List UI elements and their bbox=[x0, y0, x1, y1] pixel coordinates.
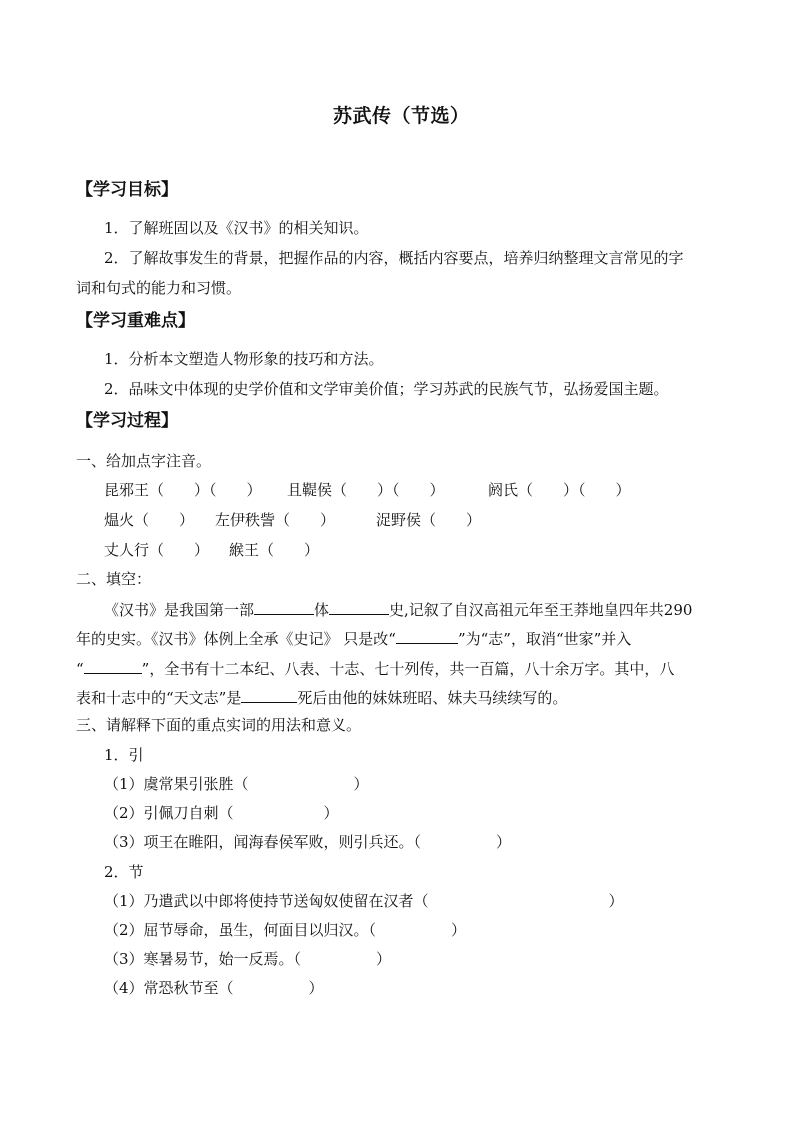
fill-text: 表和十志中的“天文志”是 bbox=[76, 689, 242, 707]
pinyin-item: 煴火（ ） bbox=[104, 511, 195, 529]
part3-heading: 三、请解释下面的重点实词的用法和意义。 bbox=[76, 716, 362, 734]
fill-text: ”，全书有十二本纪、八表、十志、七十列传，共一百篇，八十余万字。其中，八 bbox=[141, 660, 675, 678]
key-point-item-2: 2．品味文中体现的史学价值和文学审美价值；学习苏武的民族气节，弘扬爱国主题。 bbox=[104, 380, 669, 398]
goal-item-2-line-2: 词和句式的能力和习惯。 bbox=[76, 279, 242, 297]
fill-blank[interactable] bbox=[329, 600, 389, 615]
part2-heading: 二、填空： bbox=[76, 570, 152, 588]
section-heading-goals: 【学习目标】 bbox=[76, 180, 178, 200]
word-usage-item: （3）寒暑易节，始一反焉。（ ） bbox=[104, 950, 392, 968]
fill-text: 年的史实。《汉书》体例上全承《史记》 只是改“ bbox=[76, 630, 396, 648]
pinyin-item: 且鞮侯（ ）（ ） bbox=[287, 481, 445, 499]
page-title: 苏武传（节选） bbox=[333, 105, 470, 127]
pinyin-item: 阏氏（ ）（ ） bbox=[488, 481, 631, 499]
fill-line-2 bbox=[76, 629, 631, 649]
pinyin-item: 左伊秩訾（ ） bbox=[215, 511, 336, 529]
section-heading-process: 【学习过程】 bbox=[76, 411, 178, 431]
word-usage-item: （2）屈节辱命，虽生，何面目以归汉。（ ） bbox=[104, 921, 467, 939]
word-usage-item: （1）乃遣武以中郎将使持节送匈奴使留在汉者（ ） bbox=[104, 892, 624, 910]
fill-text: 史,记叙了自汉高祖元年至王莽地皇四年共290 bbox=[389, 601, 693, 619]
word-usage-item: （3）项王在睢阳，闻海春侯军败，则引兵还。（ ） bbox=[104, 833, 512, 851]
key-point-item-1: 1．分析本文塑造人物形象的技巧和方法。 bbox=[104, 350, 384, 368]
fill-text: 死后由他的妹妹班昭、妹夫马续续写的。 bbox=[297, 689, 568, 707]
part1-heading: 一、给加点字注音。 bbox=[76, 452, 212, 470]
fill-line-1 bbox=[104, 600, 692, 620]
pinyin-item: 昆邪王（ ）（ ） bbox=[104, 481, 262, 499]
fill-blank[interactable] bbox=[84, 659, 142, 674]
word-usage-item: （4）常恐秋节至（ ） bbox=[104, 979, 324, 997]
word-usage-item: （1）虞常果引张胜（ ） bbox=[104, 775, 369, 793]
word-label: 1．引 bbox=[104, 746, 144, 764]
fill-line-3 bbox=[76, 659, 674, 679]
fill-blank[interactable] bbox=[241, 688, 297, 703]
word-usage-item: （2）引佩刀自刺（ ） bbox=[104, 804, 339, 822]
fill-line-4 bbox=[76, 688, 567, 708]
fill-blank[interactable] bbox=[396, 629, 458, 644]
pinyin-item: 緱王（ ） bbox=[229, 541, 320, 559]
pinyin-item: 浞野侯（ ） bbox=[376, 511, 482, 529]
fill-text: “ bbox=[76, 660, 84, 678]
pinyin-item: 丈人行（ ） bbox=[104, 541, 210, 559]
section-heading-key-points: 【学习重难点】 bbox=[76, 311, 195, 331]
fill-text: ”为“志”，取消“世家”并入 bbox=[457, 630, 632, 648]
fill-blank[interactable] bbox=[254, 600, 314, 615]
fill-text: 体 bbox=[314, 601, 330, 619]
goal-item-2-line-1: 2．了解故事发生的背景，把握作品的内容，概括内容要点，培养归纳整理文言常见的字 bbox=[104, 249, 684, 267]
word-label: 2．节 bbox=[104, 863, 144, 881]
goal-item-1: 1．了解班固以及《汉书》的相关知识。 bbox=[104, 219, 369, 237]
fill-text: 《汉书》是我国第一部 bbox=[104, 601, 255, 619]
